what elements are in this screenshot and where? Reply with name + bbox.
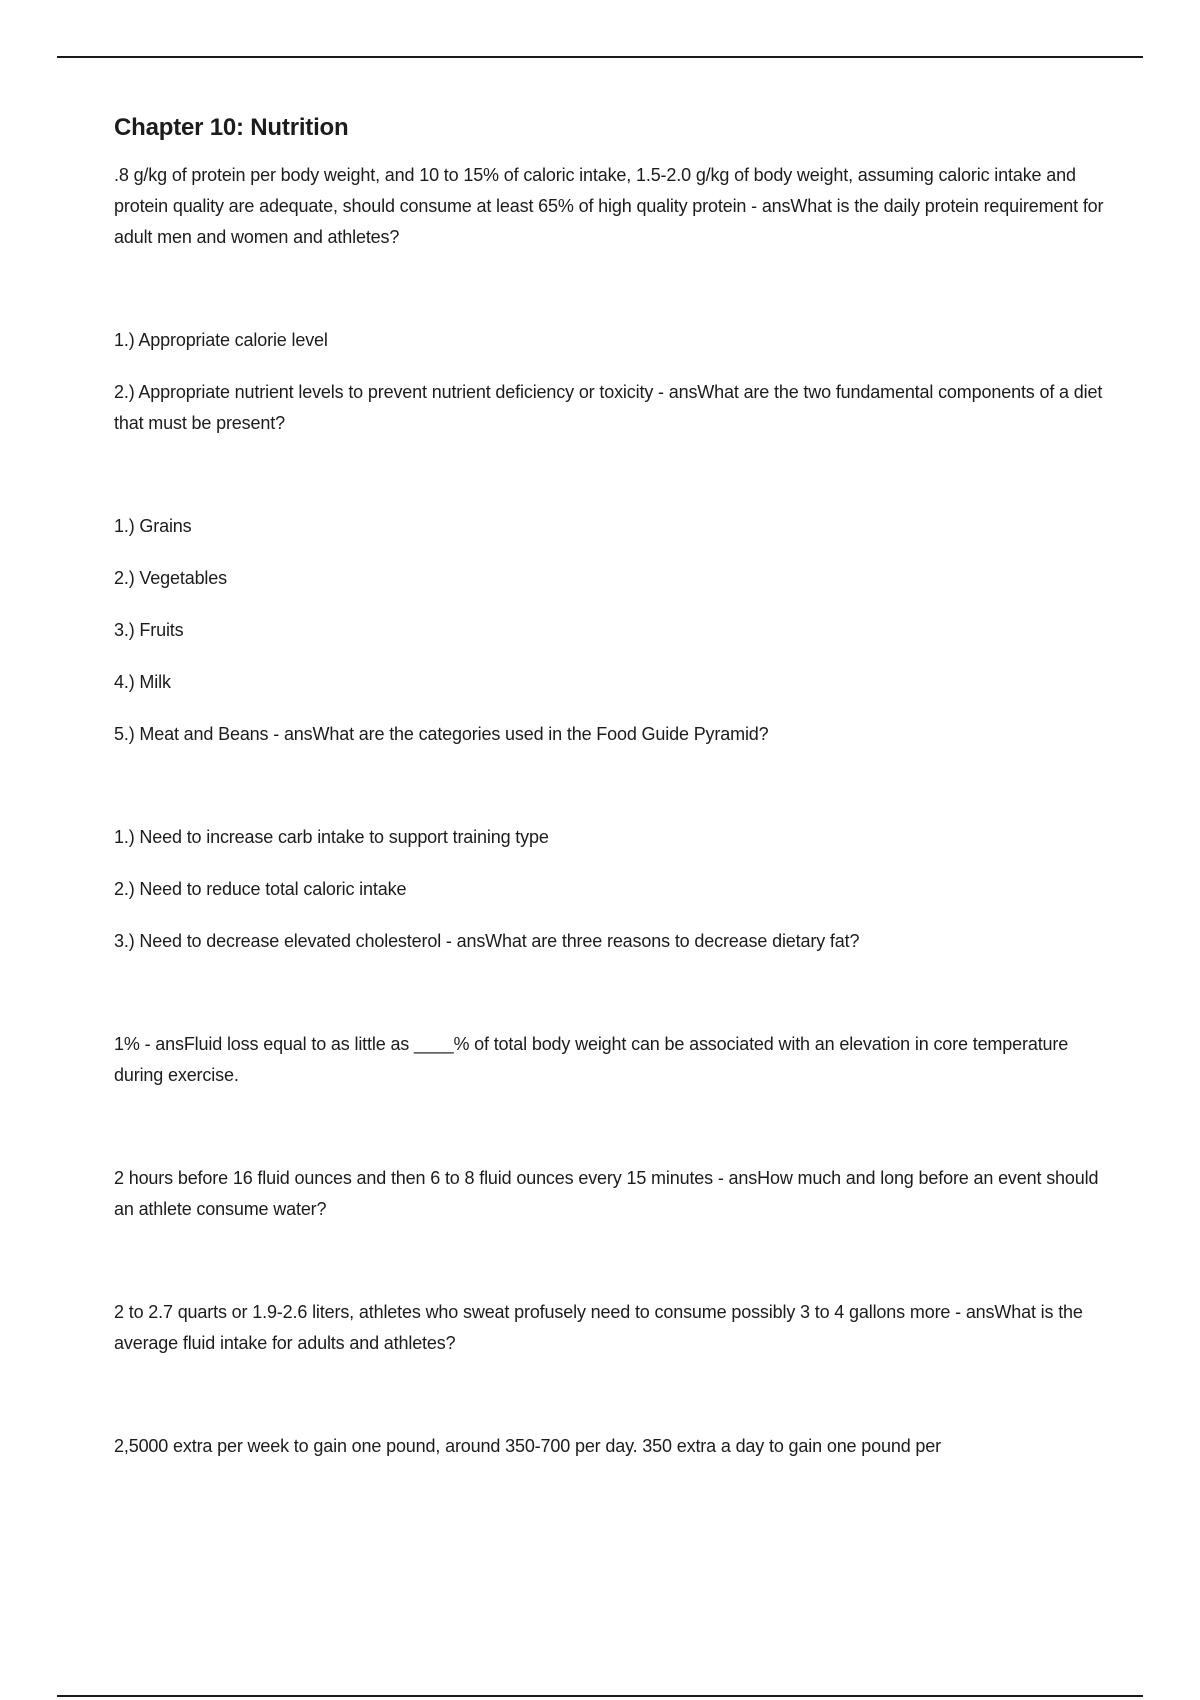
spacer <box>114 460 1114 511</box>
list-item: 2.) Need to reduce total caloric intake <box>114 879 407 899</box>
qa-water-timing: 2 hours before 16 fluid ounces and then 6 to 8 fluid ounces every 15 minutes - ansHow much and long before an event should an athlete consume water? <box>114 1168 1099 1219</box>
list-item: 1.) Grains <box>114 516 192 536</box>
qa-protein: .8 g/kg of protein per body weight, and 10 to 15% of caloric intake, 1.5-2.0 g/kg of body weight, assuming caloric intake and protein quality are adequate, should consume at least 65% of high quality protein - ansWhat is the daily protein requirement for adult men and women and athletes? <box>114 165 1104 247</box>
spacer <box>114 1246 1114 1297</box>
spacer <box>114 978 1114 1029</box>
qa-calories: 2,5000 extra per week to gain one pound, around 350-700 per day. 350 extra a day to gain one pound per <box>114 1436 941 1456</box>
spacer <box>114 1112 1114 1163</box>
list-item: 4.) Milk <box>114 672 171 692</box>
list-item: 1.) Appropriate calorie level <box>114 330 328 350</box>
qa-fluid-intake: 2 to 2.7 quarts or 1.9-2.6 liters, athletes who sweat profusely need to consume possibly 3 to 4 gallons more - ansWhat is the average fluid intake for adults and athletes? <box>114 1302 1083 1353</box>
spacer <box>114 274 1114 325</box>
list-item: 5.) Meat and Beans - ansWhat are the categories used in the Food Guide Pyramid? <box>114 724 769 744</box>
page-title: Chapter 10: Nutrition <box>114 114 349 141</box>
qa-fluid-loss: 1% - ansFluid loss equal to as little as ____% of total body weight can be associated with an elevation in core temperature during exercise. <box>114 1034 1069 1085</box>
list-item: 1.) Need to increase carb intake to support training type <box>114 827 549 847</box>
spacer <box>114 1380 1114 1431</box>
list-item: 2.) Vegetables <box>114 568 227 588</box>
header-rule <box>57 56 1143 58</box>
footer-rule <box>57 1695 1143 1697</box>
spacer <box>114 771 1114 822</box>
list-item: 3.) Fruits <box>114 620 184 640</box>
document-body <box>114 112 1114 1483</box>
list-item: 3.) Need to decrease elevated cholesterol - ansWhat are three reasons to decrease dietary fat? <box>114 931 860 951</box>
list-item: 2.) Appropriate nutrient levels to prevent nutrient deficiency or toxicity - ansWhat are the two fundamental components of a diet that must be present? <box>114 382 1103 433</box>
